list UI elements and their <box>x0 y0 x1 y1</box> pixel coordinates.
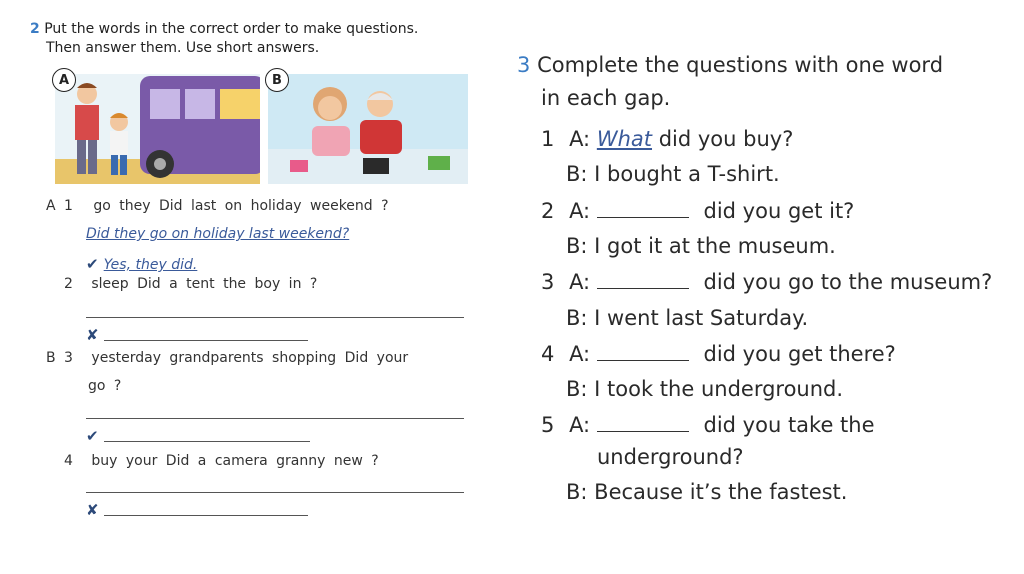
ex3-item-1-a-label: A: <box>569 127 591 151</box>
cross-icon: ✘ <box>86 326 99 344</box>
ex2-item-4-answer-line[interactable] <box>104 515 308 516</box>
ex3-item-1-a-rest: did you buy? <box>658 127 794 151</box>
ex3-item-1-a <box>541 127 793 151</box>
ex3-item-5-a <box>541 413 875 437</box>
ex2-example-question: Did they go on holiday last weekend? <box>86 226 350 242</box>
ex3-item-1-filled-answer: What <box>596 127 653 151</box>
ex3-item-5-b <box>566 480 847 504</box>
ex3-item-2-a-label: A: <box>569 199 591 223</box>
ex3-item-2-b-label: B: <box>566 234 588 258</box>
ex3-item-4-gap[interactable] <box>597 342 689 361</box>
ex3-item-1-b-label: B: <box>566 162 588 186</box>
ex2-item-4-question-line[interactable] <box>86 492 464 493</box>
exercise-2-instructions <box>30 20 470 58</box>
ex3-item-5-b-label: B: <box>566 480 588 504</box>
ex3-item-2-a <box>541 199 854 223</box>
ex3-item-3-gap[interactable] <box>597 270 689 289</box>
cross-icon: ✘ <box>86 501 99 519</box>
exercise-2-instruction-line1: Put the words in the correct order to make questions. <box>44 21 419 37</box>
exercise-3-title-line1: Complete the questions with one word <box>537 53 944 77</box>
ex3-item-1-b <box>566 162 780 186</box>
ex3-item-4-a <box>541 342 896 366</box>
tick-icon: ✔ <box>86 427 99 445</box>
ex3-item-2-b-text: I got it at the museum. <box>594 234 836 258</box>
ex3-item-3-b-text: I went last Saturday. <box>594 306 809 330</box>
ex2-item-2-answer-line[interactable] <box>104 340 308 341</box>
picture-b-label: B <box>265 68 289 92</box>
ex2-example-answer-row <box>86 254 197 273</box>
ex3-item-3-a-rest: did you go to the museum? <box>703 270 993 294</box>
ex2-item-3-words: yesterday grandparents shopping Did your <box>91 350 409 366</box>
ex3-item-5-number: 5 <box>541 413 555 437</box>
ex2-item-2-words: sleep Did a tent the boy in ? <box>91 276 318 292</box>
ex2-item-2 <box>64 276 317 292</box>
exercise-2-number: 2 <box>30 21 40 37</box>
ex3-item-5-b-text: Because it’s the fastest. <box>594 480 848 504</box>
ex2-item-1-prefix: A 1 <box>46 198 73 214</box>
ex3-item-3-a-label: A: <box>569 270 591 294</box>
ex3-item-2-a-rest: did you get it? <box>703 199 855 223</box>
ex2-item-2-question-line[interactable] <box>86 317 464 318</box>
ex3-item-2-number: 2 <box>541 199 555 223</box>
ex2-item-3 <box>46 350 408 366</box>
exercise-3-title <box>517 53 943 77</box>
ex3-item-4-b <box>566 377 843 401</box>
ex3-item-3-number: 3 <box>541 270 555 294</box>
picture-a-label: A <box>52 68 76 92</box>
ex3-item-3-b-label: B: <box>566 306 588 330</box>
family-van-illustration <box>55 74 260 184</box>
ex2-item-1 <box>46 198 389 214</box>
ex2-item-4-words: buy your Did a camera granny new ? <box>91 453 379 469</box>
ex2-item-3-question-line[interactable] <box>86 418 464 419</box>
ex3-item-4-b-label: B: <box>566 377 588 401</box>
ex2-item-2-prefix: 2 <box>64 276 73 292</box>
ex3-item-5-gap[interactable] <box>597 413 689 432</box>
ex2-item-3-answer-line[interactable] <box>104 441 310 442</box>
picture-b-grandparents-shopping <box>268 74 468 184</box>
ex3-item-1-b-text: I bought a T-shirt. <box>594 162 780 186</box>
ex3-item-5-a-cont: underground? <box>597 445 744 469</box>
ex2-item-1-words: go they Did last on holiday weekend ? <box>93 198 389 214</box>
ex2-example-answer: Yes, they did. <box>103 257 198 273</box>
ex3-item-4-a-label: A: <box>569 342 591 366</box>
grandparents-illustration <box>268 74 468 184</box>
ex3-item-3-b <box>566 306 808 330</box>
ex2-item-3-prefix: B 3 <box>46 350 73 366</box>
exercise-3-title-line2: in each gap. <box>541 86 671 110</box>
ex3-item-5-a-rest: did you take the <box>703 413 875 437</box>
ex3-item-2-b <box>566 234 836 258</box>
picture-a-family-van <box>55 74 260 184</box>
ex2-item-4 <box>64 453 379 469</box>
ex3-item-3-a <box>541 270 992 294</box>
ex3-item-4-b-text: I took the underground. <box>594 377 844 401</box>
ex2-item-3-words-cont: go ? <box>88 378 122 394</box>
ex3-item-4-a-rest: did you get there? <box>703 342 896 366</box>
ex2-item-4-prefix: 4 <box>64 453 73 469</box>
ex3-item-1-number: 1 <box>541 127 555 151</box>
exercise-2-instruction-line2: Then answer them. Use short answers. <box>46 39 320 56</box>
ex3-item-5-a-label: A: <box>569 413 591 437</box>
tick-icon: ✔ <box>86 255 99 273</box>
ex3-item-2-gap[interactable] <box>597 199 689 218</box>
ex3-item-4-number: 4 <box>541 342 555 366</box>
exercise-3-number: 3 <box>517 53 531 77</box>
